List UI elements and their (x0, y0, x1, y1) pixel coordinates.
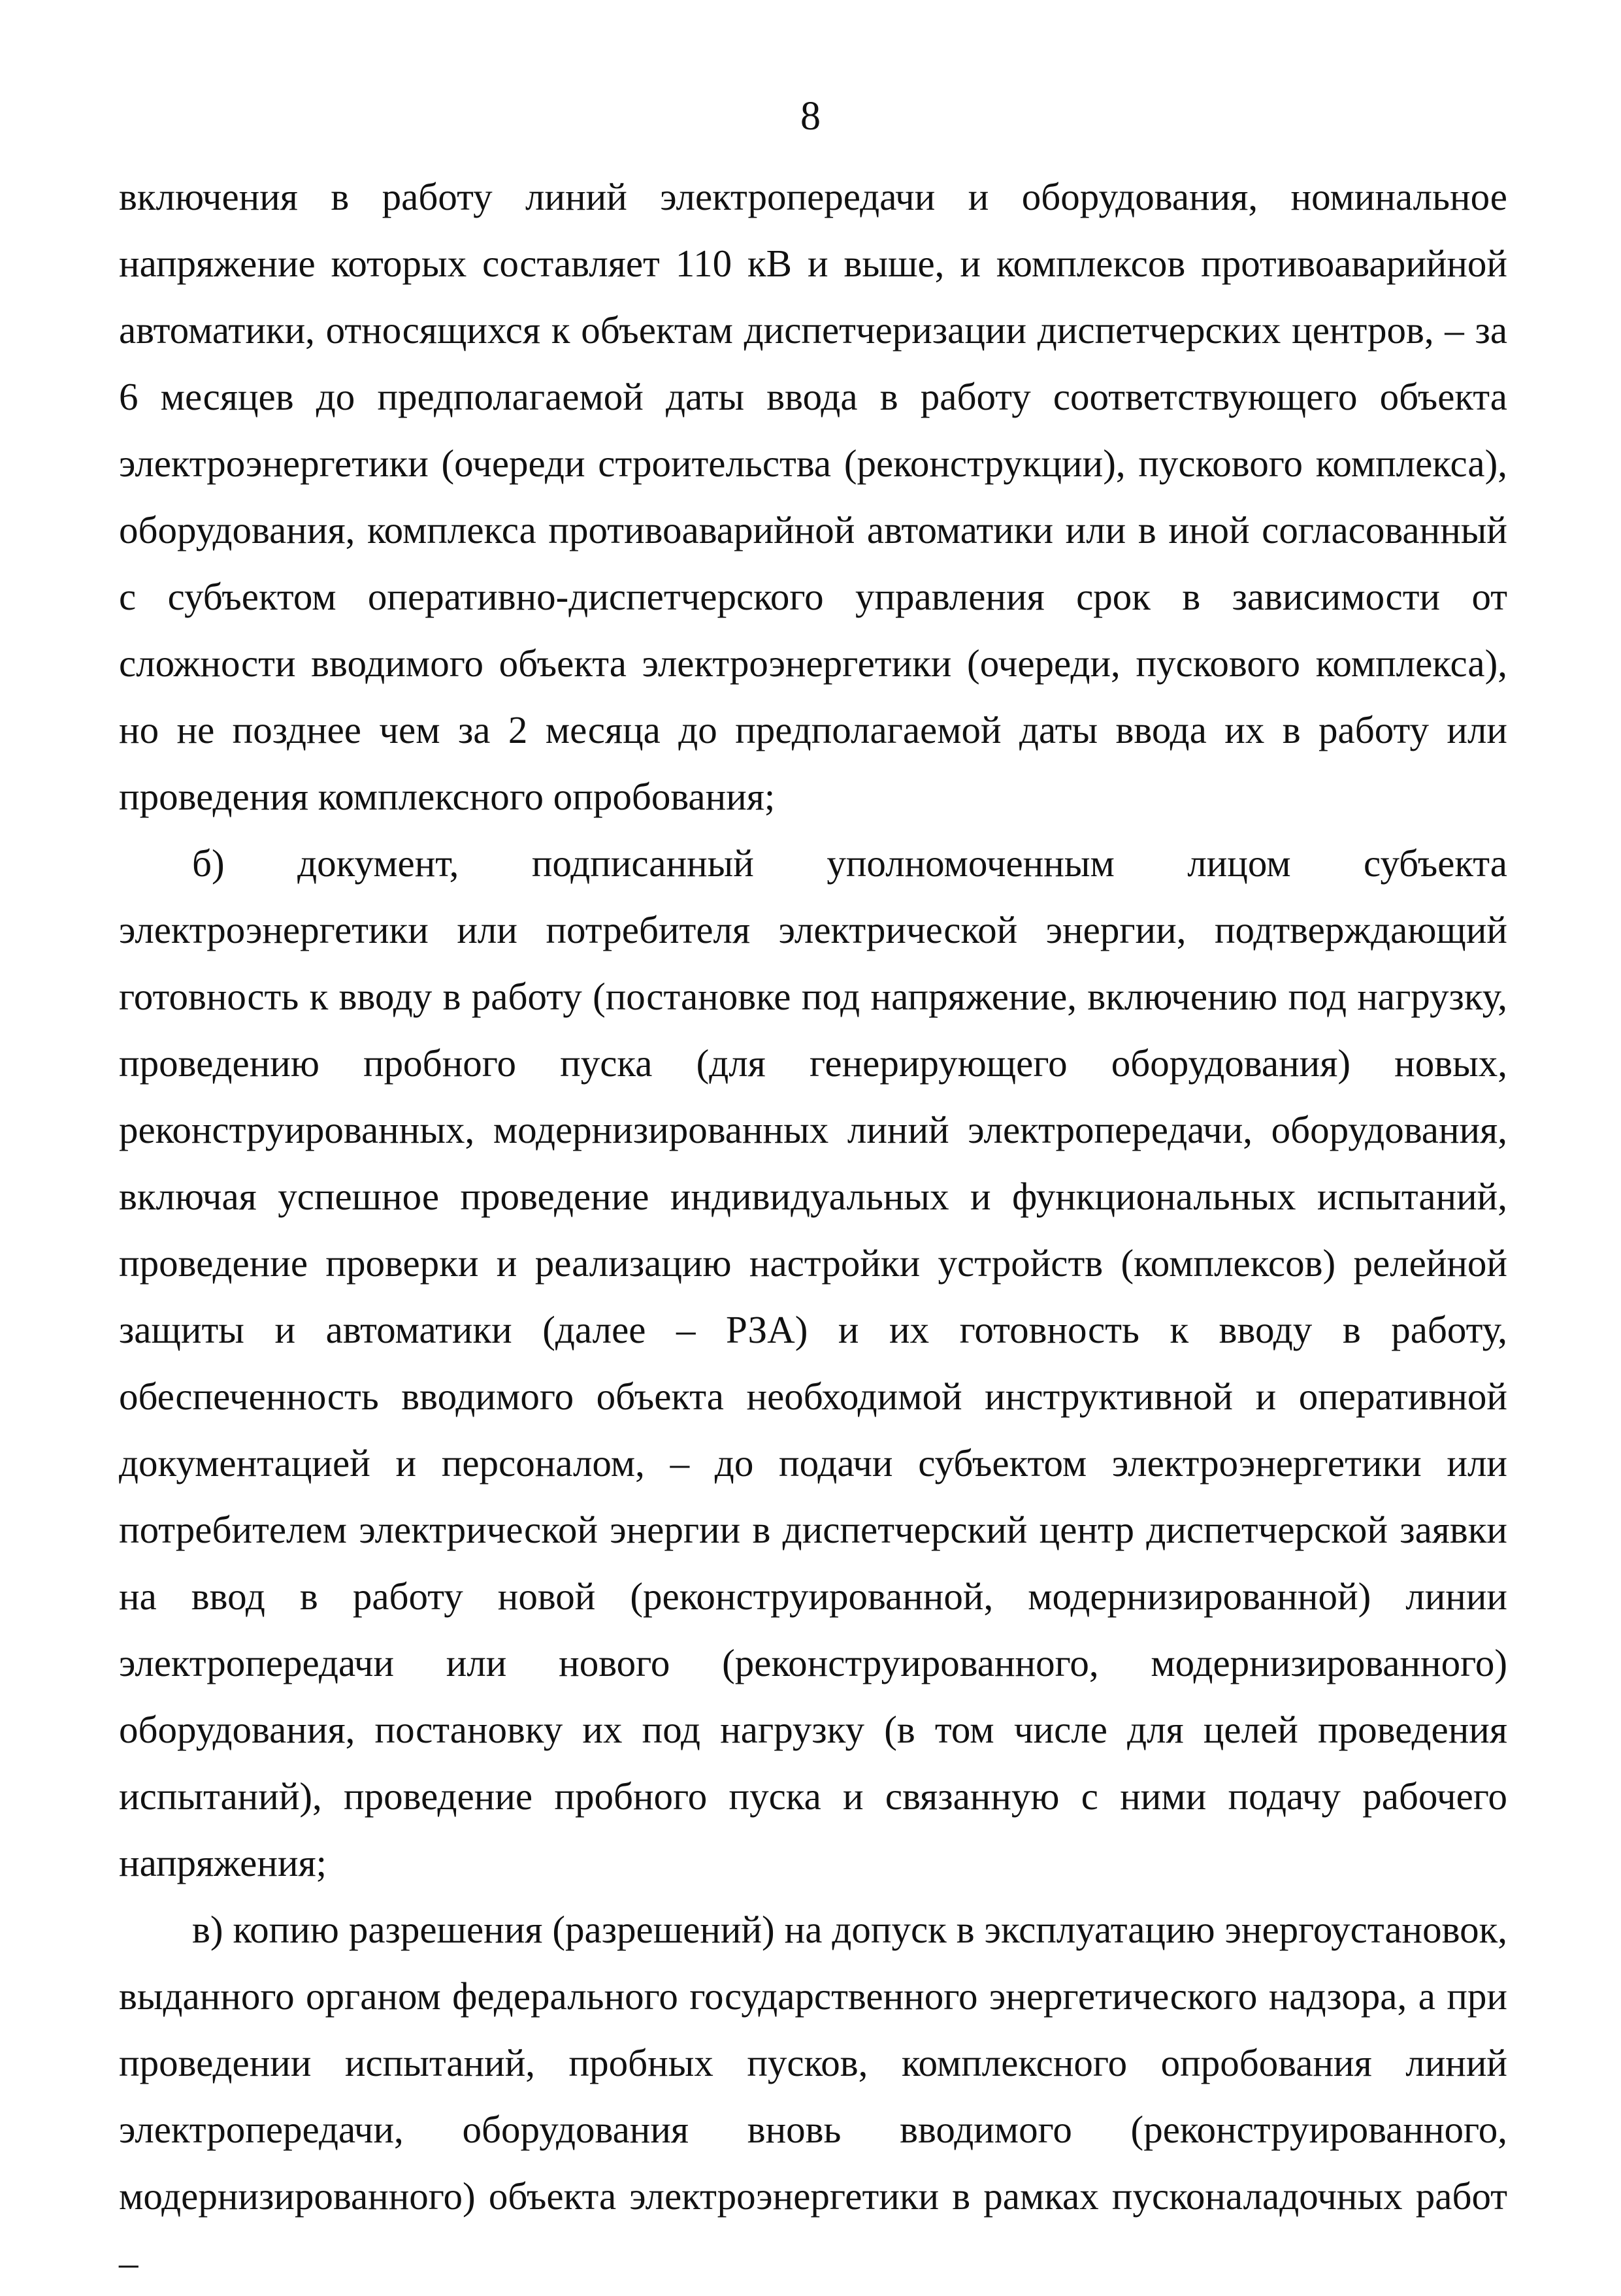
paragraph-continuation: включения в работу линий электропередачи и оборудования, номинальное напряжение которых составляет 110 кВ и выше, и комплексов противоаварийной автоматики, относящихся к объектам диспетчеризации диспетчерских центров, – за 6 месяцев до предполагаемой даты ввода в работу соответствующего объекта электроэнергетики (очереди строительства (реконструкции), пускового комплекса), оборудования, комплекса противоаварийной автоматики или в иной согласованный с субъектом оперативно-диспетчерского управления срок в зависимости от сложности вводимого объекта электроэнергетики (очереди, пускового комплекса), но не позднее чем за 2 месяца до предполагаемой даты ввода их в работу или проведения комплексного опробования; (119, 175, 1507, 818)
paragraph-item-b: б) документ, подписанный уполномоченным лицом субъекта электроэнергетики или потребителя электрической энергии, подтверждающий готовность к вводу в работу (постановке под напряжение, включению под нагрузку, проведению пробного пуска (для генерирующего оборудования) новых, реконструированных, модернизированных линий электропередачи, оборудования, включая успешное проведение индивидуальных и функциональных испытаний, проведение проверки и реализацию настройки устройств (комплексов) релейной защиты и автоматики (далее – РЗА) и их готовность к вводу в работу, обеспеченность вводимого объекта необходимой инструктивной и оперативной документацией и персоналом, – до подачи субъектом электроэнергетики или потребителем электрической энергии в диспетчерский центр диспетчерской заявки на ввод в работу новой (реконструированной, модернизированной) линии электропередачи или нового (реконструированного, модернизированного) оборудования, постановку их под нагрузку (в том числе для целей проведения испытаний), проведение пробного пуска и связанную с ними подачу рабочего напряжения; (119, 842, 1507, 1884)
paragraph-item-v: в) копию разрешения (разрешений) на допуск в эксплуатацию энергоустановок, выданного органом федерального государственного энергетического надзора, а при проведении испытаний, пробных пусков, комплексного опробования линий электропередачи, оборудования вновь вводимого (реконструированного, модернизированного) объекта электроэнергетики в рамках пусконаладочных работ – (119, 1908, 1507, 2284)
document-body (119, 163, 1507, 2296)
page-number: 8 (800, 94, 821, 139)
